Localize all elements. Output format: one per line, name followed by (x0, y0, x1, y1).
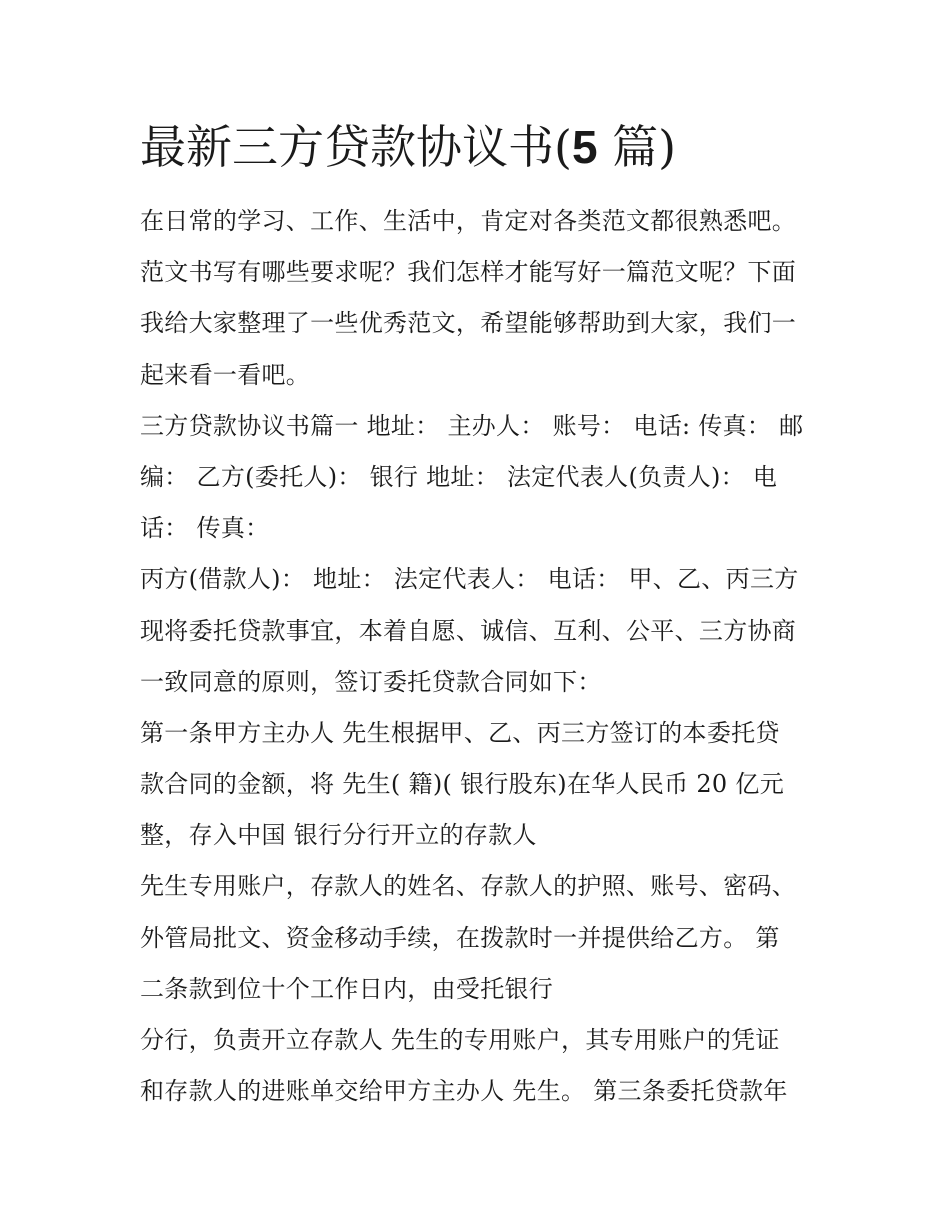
title-main: 最新三方贷款协议书( (140, 120, 572, 174)
text-line: 三方贷款协议书篇一 地址： 主办人： 账号： 电话: 传真： 邮 (140, 411, 804, 440)
text-line: 和存款人的进账单交给甲方主办人 先生。 第三条委托贷款年 (140, 1077, 788, 1106)
text-line: 在日常的学习、工作、生活中，肯定对各类范文都很熟悉吧。 (140, 207, 797, 235)
text-line: 丙方(借款人)： 地址： 法定代表人： 电话： 甲、乙、丙三方 (140, 565, 799, 594)
document-body (140, 196, 820, 1117)
text-line: 二条款到位十个工作日内，由受托银行 (140, 974, 554, 1003)
text-line: 起来看一看吧。 (140, 360, 311, 389)
text-line: 整，存入中国 银行分行开立的存款人 (140, 821, 537, 850)
text-line: 话： 传真： (140, 514, 270, 543)
text-line: 先生专用账户，存款人的姓名、存款人的护照、账号、密码、 (140, 872, 797, 901)
text-line: 范文书写有哪些要求呢？我们怎样才能写好一篇范文呢？下面 (140, 258, 797, 287)
text-line: 我给大家整理了一些优秀范文，希望能够帮助到大家，我们一 (140, 309, 797, 338)
text-line: 分行，负责开立存款人 先生的专用账户，其专用账户的凭证 (140, 1026, 780, 1054)
text-line: 一致同意的原则，签订委托贷款合同如下： (140, 667, 602, 696)
text-line: 现将委托贷款事宜，本着自愿、诚信、互利、公平、三方协商 (140, 616, 797, 645)
title-tail: 篇) (597, 120, 677, 174)
document-title (140, 112, 840, 182)
text-line: 第一条甲方主办人 先生根据甲、乙、丙三方签订的本委托贷 (140, 718, 780, 747)
text-line: 款合同的金额，将 先生( 籍)( 银行股东)在华人民币 20 亿元 (140, 770, 785, 799)
text-line: 外管局批文、资金移动手续，在拨款时一并提供给乙方。 第 (140, 923, 780, 952)
title-number: 5 (571, 121, 598, 173)
text-line: 编： 乙方(委托人)： 银行 地址： 法定代表人(负责人)： 电 (140, 462, 778, 491)
